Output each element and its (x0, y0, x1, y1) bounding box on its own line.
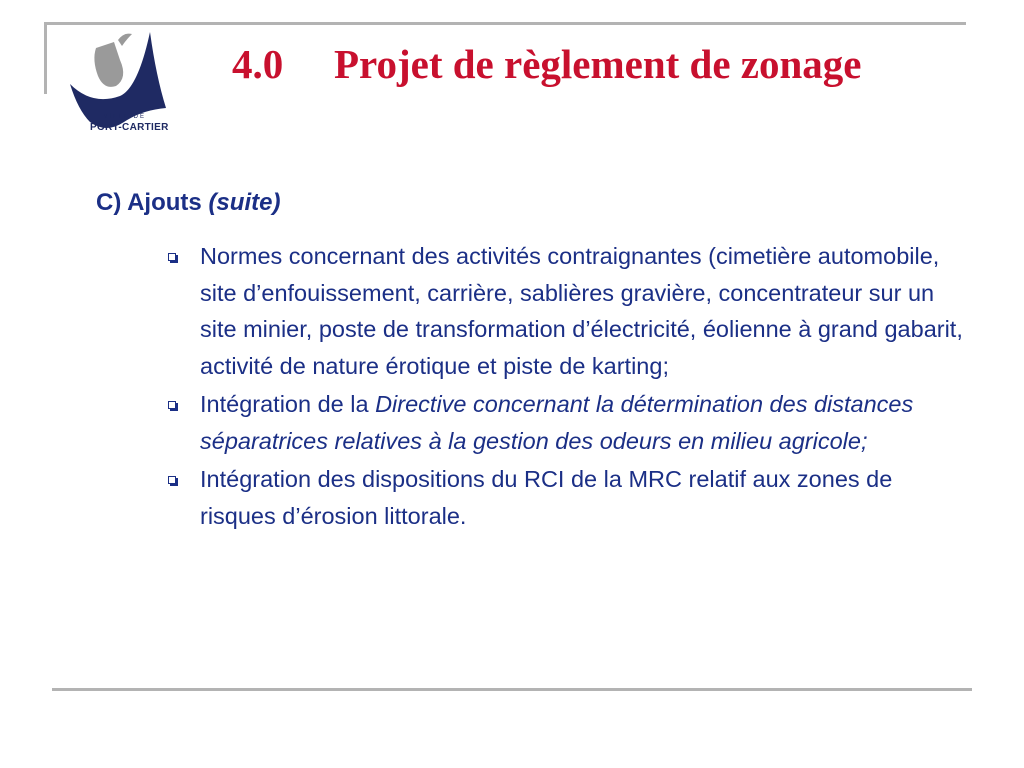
square-bullet-icon (168, 253, 176, 261)
section-suffix: (suite) (208, 189, 281, 216)
square-bullet-icon (168, 401, 176, 409)
bullet-text: Normes concernant des activités contraignantes (cimetière automobile, site d’enfouissement, carrière, sablières gravière, concentrateur sur un site minier, poste de transformation d’électricité, éolienne à grand gabarit, activité de nature érotique et piste de karting; (200, 243, 963, 379)
title-number: 4.0 (232, 41, 284, 87)
bullet-text-italic: Directive concernant la détermination des distances séparatrices relatives à la gestion des odeurs en milieu agricole; (200, 391, 914, 454)
bullet-item (164, 386, 964, 459)
logo-name: PORT-CARTIER (90, 122, 169, 133)
bullet-item (164, 461, 964, 534)
frame-left-line (44, 22, 47, 94)
title-text: Projet de règlement de zonage (334, 41, 862, 87)
frame-bottom-line (52, 688, 972, 691)
logo-subtitle: VILLE DE (103, 114, 146, 120)
bullet-item (164, 238, 964, 384)
bullet-list (164, 238, 964, 536)
bullet-text-prefix: Intégration de la (200, 391, 376, 417)
square-bullet-icon (168, 476, 176, 484)
bullet-text: Intégration des dispositions du RCI de la MRC relatif aux zones de risques d’érosion littorale. (200, 466, 893, 529)
frame-top-line (44, 22, 966, 25)
slide-title (232, 40, 862, 88)
section-heading (96, 189, 280, 217)
section-label: C) Ajouts (96, 189, 202, 216)
